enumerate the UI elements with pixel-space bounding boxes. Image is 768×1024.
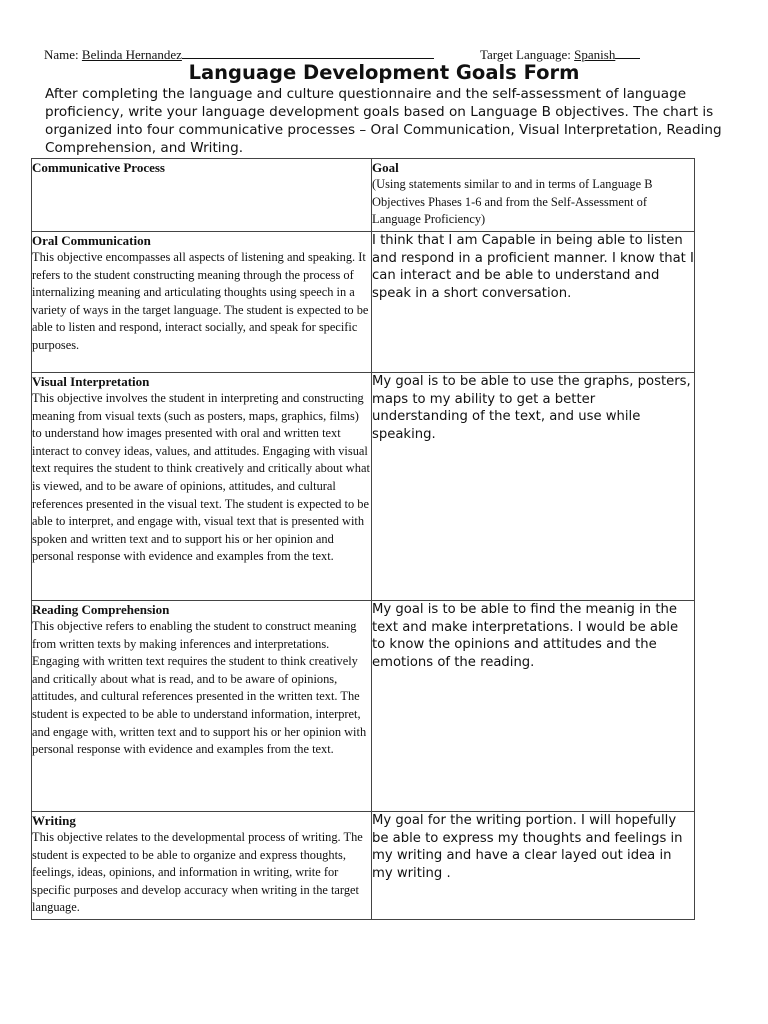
language-underline — [615, 46, 640, 59]
goals-table — [31, 158, 695, 920]
goal-text: My goal is to be able to use the graphs, posters, maps to my ability to get a better understanding of the text, and use while speaking. — [372, 374, 691, 442]
target-language-label: Target Language: — [480, 47, 571, 62]
process-description: This objective encompasses all aspects of listening and speaking. It refers to the student constructing meaning through the process of internalizing meaning and articulating thoughts using speech in a variety of ways in the target language. The student is expected to be able to listen and respond, interact socially, and speak for specific purposes. — [32, 250, 369, 352]
process-description: This objective relates to the developmental process of writing. The student is expected to be able to organize and express thoughts, feelings, ideas, opinions, and information in writing, write for specific purposes and develop accuracy when writing in the target language. — [32, 830, 363, 915]
form-title: Language Development Goals Form — [188, 61, 580, 84]
goal-column-note: (Using statements similar to and in terms of Language B Objectives Phases 1-6 and from the Self-Assessment of Language Proficiency) — [372, 177, 653, 227]
goal-text: I think that I am Capable in being able to listen and respond in a proficient manner. I know that I can interact and be able to understand and speak in a short conversation. — [372, 233, 694, 301]
process-title: Writing — [32, 813, 76, 828]
goal-cell[interactable] — [372, 812, 695, 920]
intro-paragraph: After completing the language and culture questionnaire and the self-assessment of language proficiency, write your language development goals based on Language B objectives. The chart is organized into four communicative processes – Oral Communication, Visual Interpretation, Reading Comprehension, and Writing. — [45, 86, 722, 156]
name-underline — [182, 46, 434, 59]
goal-cell[interactable] — [372, 601, 695, 812]
goal-header-cell — [372, 159, 695, 232]
name-label: Name: — [44, 47, 79, 62]
process-column-header: Communicative Process — [32, 160, 165, 175]
table-row-oral-communication — [32, 232, 695, 373]
process-cell — [32, 601, 372, 812]
process-description: This objective involves the student in interpreting and constructing meaning from visual texts (such as posters, maps, graphics, films) to understand how images presented with oral and written text interact to convey ideas, values, and attitudes. Engaging with visual text requires the student to think creatively and critically about what is viewed, and to be aware of opinions, attitudes, and cultural references presented in the visual text. The student is expected to be able to interpret, and engage with, visual text that is presented with spoken and written text and to support his or her opinion and personal response with evidence and examples from the text. — [32, 391, 370, 564]
table-header-row — [32, 159, 695, 232]
goal-text: My goal for the writing portion. I will hopefully be able to express my thoughts and feelings in my writing and have a clear layed out idea in my writing . — [372, 813, 683, 881]
process-description: This objective refers to enabling the student to construct meaning from written texts by making inferences and interpretations. Engaging with written text requires the student to think creatively and critically about what is read, and to be aware of opinions, attitudes, and cultural references presented in the written text. The student is expected to be able to understand information, interpret, and engage with, written text and to support his or her opinion with personal response with evidence and examples from the text. — [32, 619, 367, 757]
process-cell — [32, 812, 372, 920]
goal-cell[interactable] — [372, 373, 695, 601]
process-header-cell — [32, 159, 372, 232]
process-title: Reading Comprehension — [32, 602, 170, 617]
goal-text: My goal is to be able to find the meanig in the text and make interpretations. I would be able to know the opinions and attitudes and the emotions of the reading. — [372, 602, 679, 670]
target-language-value: Spanish — [574, 47, 616, 62]
goal-column-header: Goal — [372, 160, 399, 175]
table-row-writing — [32, 812, 695, 920]
table-row-visual-interpretation — [32, 373, 695, 601]
goal-cell[interactable] — [372, 232, 695, 373]
student-name-value: Belinda Hernandez — [81, 47, 182, 62]
table-row-reading-comprehension — [32, 601, 695, 812]
process-title: Visual Interpretation — [32, 374, 150, 389]
process-title: Oral Communication — [32, 233, 151, 248]
process-cell — [32, 232, 372, 373]
process-cell — [32, 373, 372, 601]
